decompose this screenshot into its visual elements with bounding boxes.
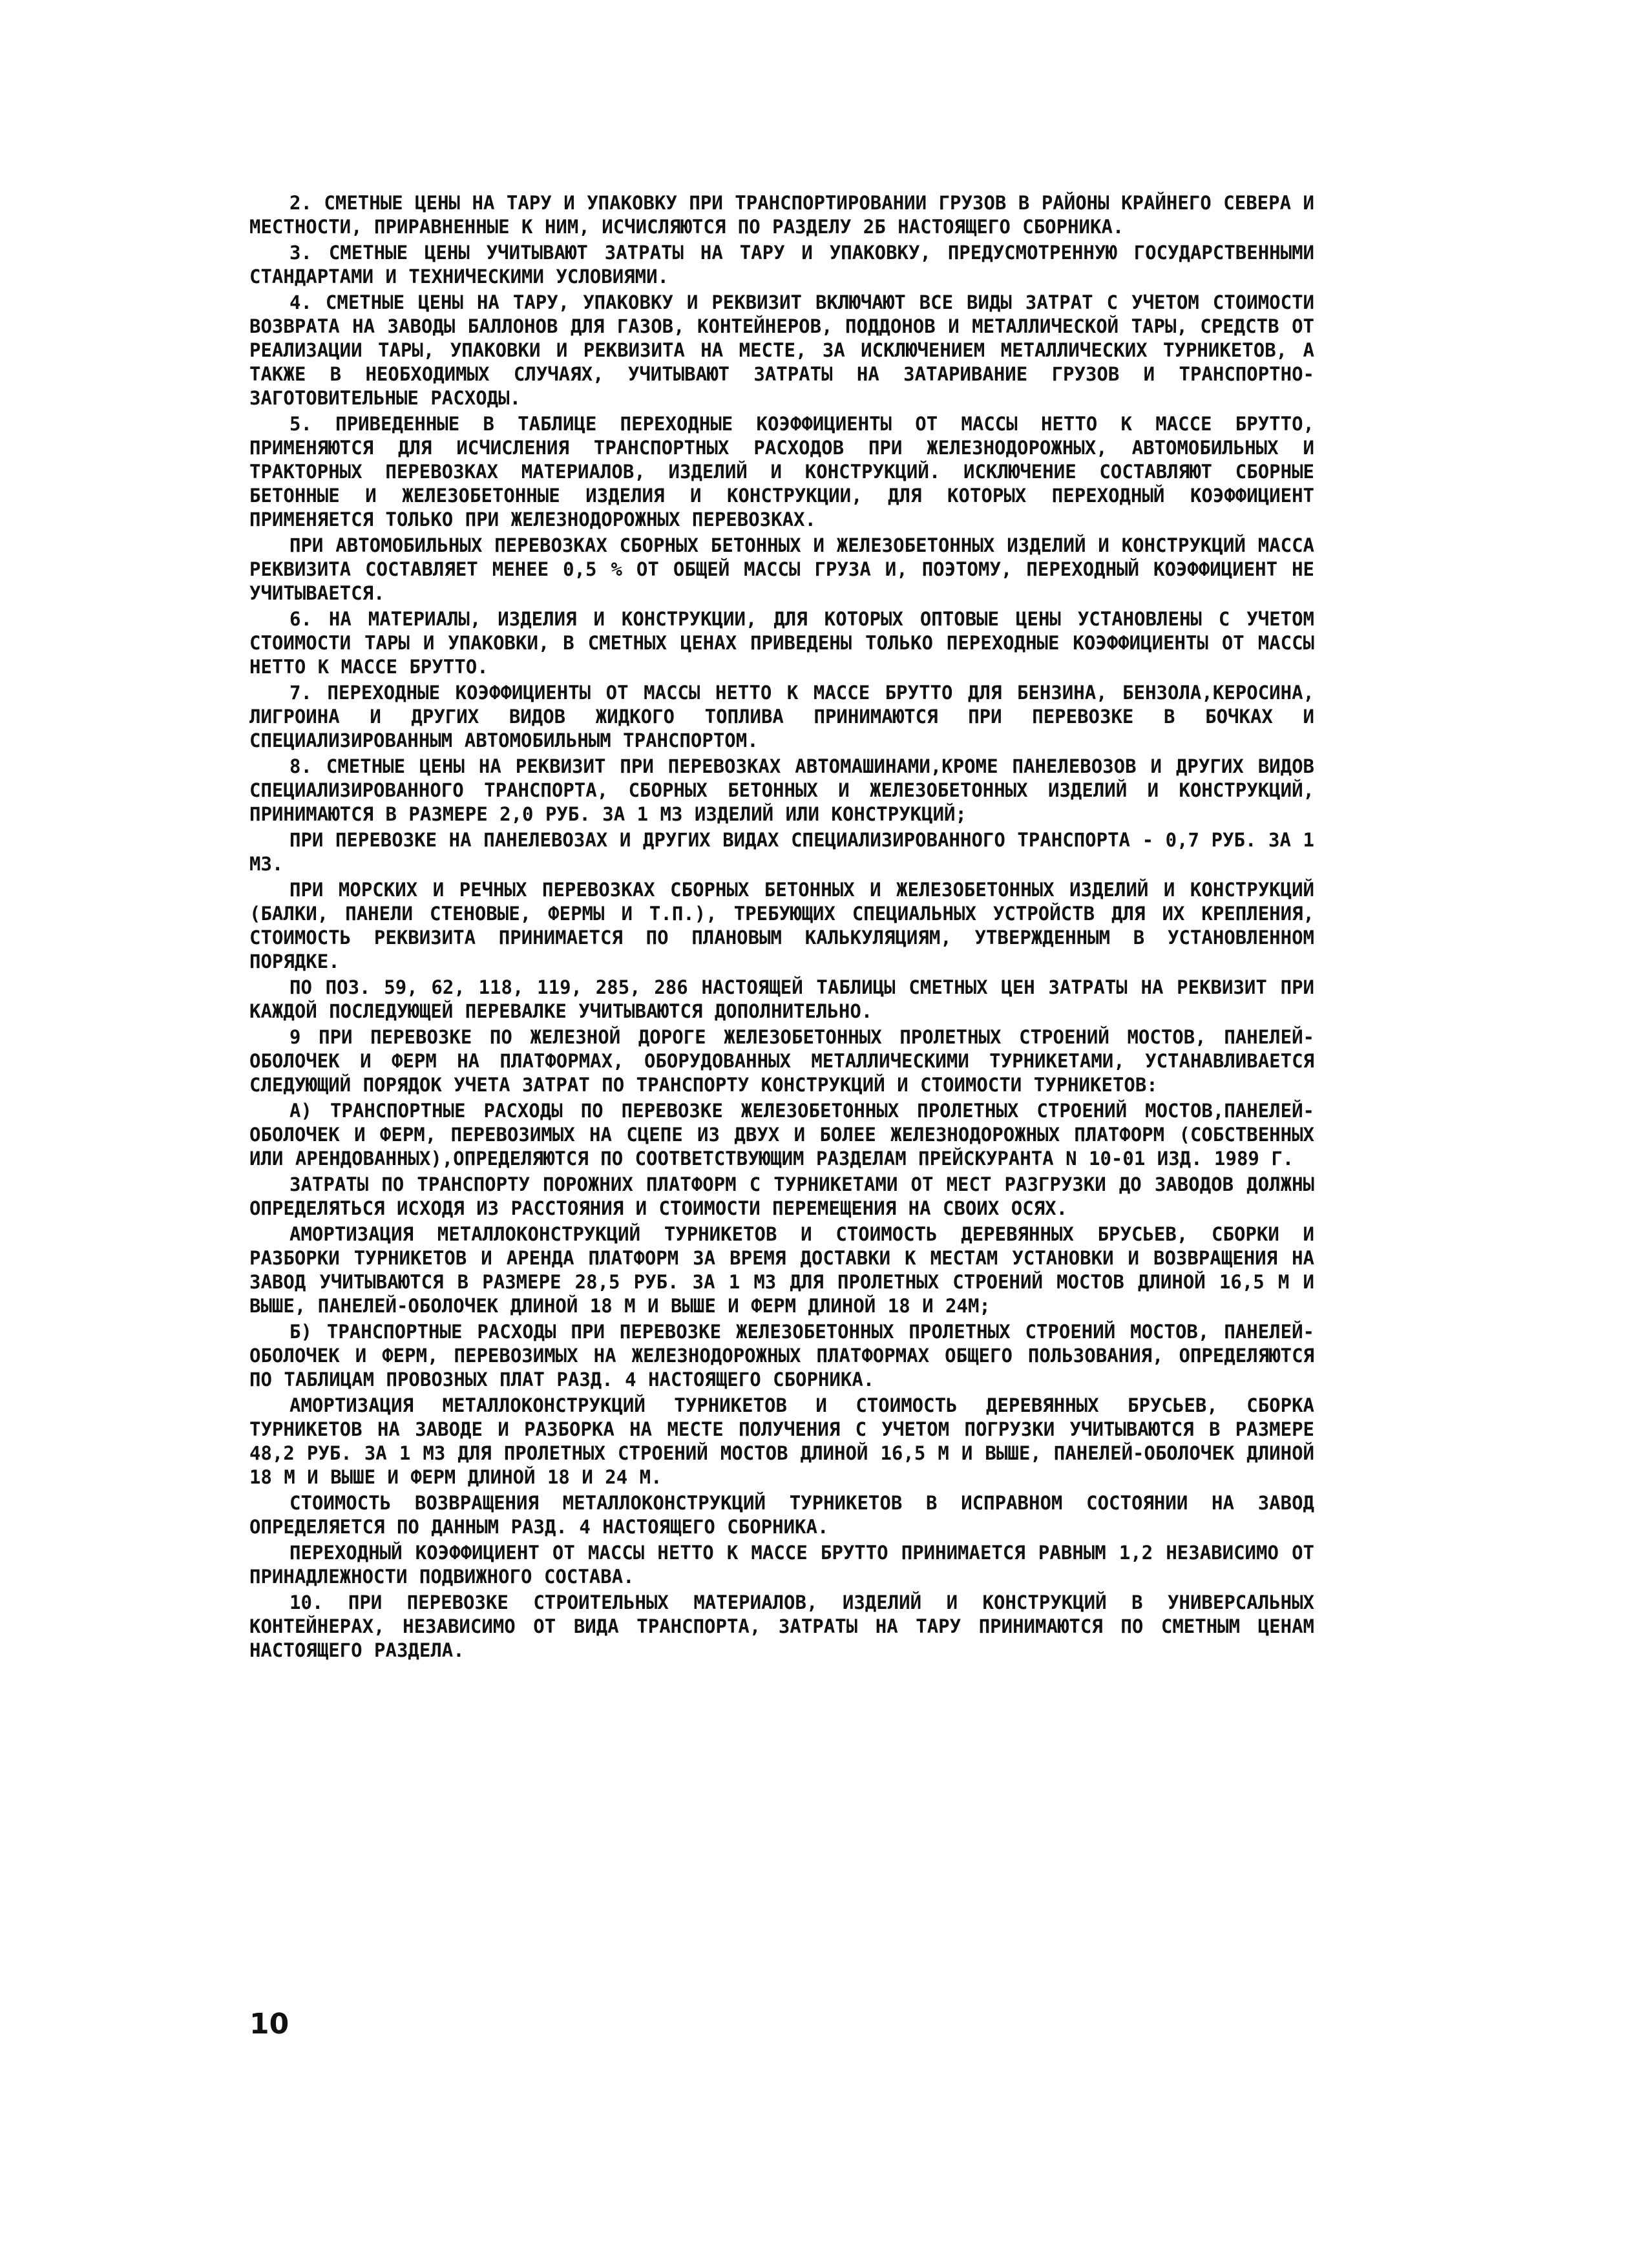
paragraph-6: 6. НА МАТЕРИАЛЫ, ИЗДЕЛИЯ И КОНСТРУКЦИИ, ДЛЯ КОТОРЫХ ОПТОВЫЕ ЦЕНЫ УСТАНОВЛЕНЫ С УЧЕТОМ СТОИМОСТИ ТАРЫ И УПАКОВКИ, В СМЕТНЫХ ЦЕНАХ ПРИВЕДЕНЫ ТОЛЬКО ПЕРЕХОДНЫЕ КОЭФФИЦИЕНТЫ ОТ МАССЫ НЕТТО К МАССЕ БРУТТО. <box>249 608 1314 678</box>
paragraph-9b-return-cost: СТОИМОСТЬ ВОЗВРАЩЕНИЯ МЕТАЛЛОКОНСТРУКЦИЙ ТУРНИКЕТОВ В ИСПРАВНОМ СОСТОЯНИИ НА ЗАВОД ОПРЕДЕЛЯЕТСЯ ПО ДАННЫМ РАЗД. 4 НАСТОЯЩЕГО СБОРНИКА. <box>249 1492 1314 1538</box>
paragraph-9a: А) ТРАНСПОРТНЫЕ РАСХОДЫ ПО ПЕРЕВОЗКЕ ЖЕЛЕЗОБЕТОННЫХ ПРОЛЕТНЫХ СТРОЕНИЙ МОСТОВ,ПАНЕЛЕЙ-ОБОЛОЧЕК И ФЕРМ, ПЕРЕВОЗИМЫХ НА СЦЕПЕ ИЗ ДВУХ И БОЛЕЕ ЖЕЛЕЗНОДОРОЖНЫХ ПЛАТФОРМ (СОБСТВЕННЫХ ИЛИ АРЕНДОВАННЫХ),ОПРЕДЕЛЯЮТСЯ ПО СООТВЕТСТВУЮЩИМ РАЗДЕЛАМ ПРЕЙСКУРАНТА N 10-01 ИЗД. 1989 Г. <box>249 1100 1314 1170</box>
paragraph-2: 2. СМЕТНЫЕ ЦЕНЫ НА ТАРУ И УПАКОВКУ ПРИ ТРАНСПОРТИРОВАНИИ ГРУЗОВ В РАЙОНЫ КРАЙНЕГО СЕВЕРА И МЕСТНОСТИ, ПРИРАВНЕННЫЕ К НИМ, ИСЧИСЛЯЮТСЯ ПО РАЗДЕЛУ 2Б НАСТОЯЩЕГО СБОРНИКА. <box>249 192 1314 238</box>
paragraph-8-sea-river: ПРИ МОРСКИХ И РЕЧНЫХ ПЕРЕВОЗКАХ СБОРНЫХ БЕТОННЫХ И ЖЕЛЕЗОБЕТОННЫХ ИЗДЕЛИЙ И КОНСТРУКЦИЙ (БАЛКИ, ПАНЕЛИ СТЕНОВЫЕ, ФЕРМЫ И Т.П.), ТРЕБУЮЩИХ СПЕЦИАЛЬНЫХ УСТРОЙСТВ ДЛЯ ИХ КРЕПЛЕНИЯ, СТОИМОСТЬ РЕКВИЗИТА ПРИНИМАЕТСЯ ПО ПЛАНОВЫМ КАЛЬКУЛЯЦИЯМ, УТВЕРЖДЕННЫМ В УСТАНОВЛЕННОМ ПОРЯДКЕ. <box>249 879 1314 972</box>
paragraph-9b-amortization: АМОРТИЗАЦИЯ МЕТАЛЛОКОНСТРУКЦИЙ ТУРНИКЕТОВ И СТОИМОСТЬ ДЕРЕВЯННЫХ БРУСЬЕВ, СБОРКА ТУРНИКЕТОВ НА ЗАВОДЕ И РАЗБОРКА НА МЕСТЕ ПОЛУЧЕНИЯ С УЧЕТОМ ПОГРУЗКИ УЧИТЫВАЮТСЯ В РАЗМЕРЕ 48,2 РУБ. ЗА 1 М3 ДЛЯ ПРОЛЕТНЫХ СТРОЕНИЙ МОСТОВ ДЛИНОЙ 16,5 М И ВЫШЕ, ПАНЕЛЕЙ-ОБОЛОЧЕК ДЛИНОЙ 18 М И ВЫШЕ И ФЕРМ ДЛИНОЙ 18 И 24 М. <box>249 1394 1314 1488</box>
document-body <box>249 191 1314 1664</box>
paragraph-8-panel-carriers: ПРИ ПЕРЕВОЗКЕ НА ПАНЕЛЕВОЗАХ И ДРУГИХ ВИДАХ СПЕЦИАЛИЗИРОВАННОГО ТРАНСПОРТА - 0,7 РУБ. ЗА 1 М3. <box>249 829 1314 875</box>
paragraph-3: 3. СМЕТНЫЕ ЦЕНЫ УЧИТЫВАЮТ ЗАТРАТЫ НА ТАРУ И УПАКОВКУ, ПРЕДУСМОТРЕННУЮ ГОСУДАРСТВЕННЫМИ СТАНДАРТАМИ И ТЕХНИЧЕСКИМИ УСЛОВИЯМИ. <box>249 242 1314 288</box>
paragraph-10: 10. ПРИ ПЕРЕВОЗКЕ СТРОИТЕЛЬНЫХ МАТЕРИАЛОВ, ИЗДЕЛИЙ И КОНСТРУКЦИЙ В УНИВЕРСАЛЬНЫХ КОНТЕЙНЕРАХ, НЕЗАВИСИМО ОТ ВИДА ТРАНСПОРТА, ЗАТРАТЫ НА ТАРУ ПРИНИМАЮТСЯ ПО СМЕТНЫМ ЦЕНАМ НАСТОЯЩЕГО РАЗДЕЛА. <box>249 1591 1314 1661</box>
paragraph-9b-coefficient: ПЕРЕХОДНЫЙ КОЭФФИЦИЕНТ ОТ МАССЫ НЕТТО К МАССЕ БРУТТО ПРИНИМАЕТСЯ РАВНЫМ 1,2 НЕЗАВИСИМО ОТ ПРИНАДЛЕЖНОСТИ ПОДВИЖНОГО СОСТАВА. <box>249 1542 1314 1588</box>
paragraph-4: 4. СМЕТНЫЕ ЦЕНЫ НА ТАРУ, УПАКОВКУ И РЕКВИЗИТ ВКЛЮЧАЮТ ВСЕ ВИДЫ ЗАТРАТ С УЧЕТОМ СТОИМОСТИ ВОЗВРАТА НА ЗАВОДЫ БАЛЛОНОВ ДЛЯ ГАЗОВ, КОНТЕЙНЕРОВ, ПОДДОНОВ И МЕТАЛЛИЧЕСКОЙ ТАРЫ, СРЕДСТВ ОТ РЕАЛИЗАЦИИ ТАРЫ, УПАКОВКИ И РЕКВИЗИТА НА МЕСТЕ, ЗА ИСКЛЮЧЕНИЕМ МЕТАЛЛИЧЕСКИХ ТУРНИКЕТОВ, А ТАКЖЕ В НЕОБХОДИМЫХ СЛУЧАЯХ, УЧИТЫВАЮТ ЗАТРАТЫ НА ЗАТАРИВАНИЕ ГРУЗОВ И ТРАНСПОРТНО-ЗАГОТОВИТЕЛЬНЫЕ РАСХОДЫ. <box>249 291 1314 409</box>
paragraph-5: 5. ПРИВЕДЕННЫЕ В ТАБЛИЦЕ ПЕРЕХОДНЫЕ КОЭФФИЦИЕНТЫ ОТ МАССЫ НЕТТО К МАССЕ БРУТТО, ПРИМЕНЯЮТСЯ ДЛЯ ИСЧИСЛЕНИЯ ТРАНСПОРТНЫХ РАСХОДОВ ПРИ ЖЕЛЕЗНОДОРОЖНЫХ, АВТОМОБИЛЬНЫХ И ТРАКТОРНЫХ ПЕРЕВОЗКАХ МАТЕРИАЛОВ, ИЗДЕЛИЙ И КОНСТРУКЦИЙ. ИСКЛЮЧЕНИЕ СОСТАВЛЯЮТ СБОРНЫЕ БЕТОННЫЕ И ЖЕЛЕЗОБЕТОННЫЕ ИЗДЕЛИЯ И КОНСТРУКЦИИ, ДЛЯ КОТОРЫХ ПЕРЕХОДНЫЙ КОЭФФИЦИЕНТ ПРИМЕНЯЕТСЯ ТОЛЬКО ПРИ ЖЕЛЕЗНОДОРОЖНЫХ ПЕРЕВОЗКАХ. <box>249 413 1314 530</box>
paragraph-9: 9 ПРИ ПЕРЕВОЗКЕ ПО ЖЕЛЕЗНОЙ ДОРОГЕ ЖЕЛЕЗОБЕТОННЫХ ПРОЛЕТНЫХ СТРОЕНИЙ МОСТОВ, ПАНЕЛЕЙ-ОБОЛОЧЕК И ФЕРМ НА ПЛАТФОРМАХ, ОБОРУДОВАННЫХ МЕТАЛЛИЧЕСКИМИ ТУРНИКЕТАМИ, УСТАНАВЛИВАЕТСЯ СЛЕДУЮЩИЙ ПОРЯДОК УЧЕТА ЗАТРАТ ПО ТРАНСПОРТУ КОНСТРУКЦИЙ И СТОИМОСТИ ТУРНИКЕТОВ: <box>249 1026 1314 1096</box>
paragraph-8: 8. СМЕТНЫЕ ЦЕНЫ НА РЕКВИЗИТ ПРИ ПЕРЕВОЗКАХ АВТОМАШИНАМИ,КРОМЕ ПАНЕЛЕВОЗОВ И ДРУГИХ ВИДОВ СПЕЦИАЛИЗИРОВАННОГО ТРАНСПОРТА, СБОРНЫХ БЕТОННЫХ И ЖЕЛЕЗОБЕТОННЫХ ИЗДЕЛИЙ И КОНСТРУКЦИЙ, ПРИНИМАЮТСЯ В РАЗМЕРЕ 2,0 РУБ. ЗА 1 М3 ИЗДЕЛИЙ ИЛИ КОНСТРУКЦИЙ; <box>249 755 1314 825</box>
paragraph-5-auto-transport: ПРИ АВТОМОБИЛЬНЫХ ПЕРЕВОЗКАХ СБОРНЫХ БЕТОННЫХ И ЖЕЛЕЗОБЕТОННЫХ ИЗДЕЛИЙ И КОНСТРУКЦИЙ МАССА РЕКВИЗИТА СОСТАВЛЯЕТ МЕНЕЕ 0,5 % ОТ ОБЩЕЙ МАССЫ ГРУЗА И, ПОЭТОМУ, ПЕРЕХОДНЫЙ КОЭФФИЦИЕНТ НЕ УЧИТЫВАЕТСЯ. <box>249 534 1314 604</box>
paragraph-7: 7. ПЕРЕХОДНЫЕ КОЭФФИЦИЕНТЫ ОТ МАССЫ НЕТТО К МАССЕ БРУТТО ДЛЯ БЕНЗИНА, БЕНЗОЛА,КЕРОСИНА, ЛИГРОИНА И ДРУГИХ ВИДОВ ЖИДКОГО ТОПЛИВА ПРИНИМАЮТСЯ ПРИ ПЕРЕВОЗКЕ В БОЧКАХ И СПЕЦИАЛИЗИРОВАННЫМ АВТОМОБИЛЬНЫМ ТРАНСПОРТОМ. <box>249 682 1314 751</box>
paragraph-9a-empty-platforms: ЗАТРАТЫ ПО ТРАНСПОРТУ ПОРОЖНИХ ПЛАТФОРМ С ТУРНИКЕТАМИ ОТ МЕСТ РАЗГРУЗКИ ДО ЗАВОДОВ ДОЛЖНЫ ОПРЕДЕЛЯТЬСЯ ИСХОДЯ ИЗ РАССТОЯНИЯ И СТОИМОСТИ ПЕРЕМЕЩЕНИЯ НА СВОИХ ОСЯХ. <box>249 1173 1314 1219</box>
page-number: 10 <box>249 2008 289 2041</box>
paragraph-8-positions: ПО ПОЗ. 59, 62, 118, 119, 285, 286 НАСТОЯЩЕЙ ТАБЛИЦЫ СМЕТНЫХ ЦЕН ЗАТРАТЫ НА РЕКВИЗИТ ПРИ КАЖДОЙ ПОСЛЕДУЮЩЕЙ ПЕРЕВАЛКЕ УЧИТЫВАЮТСЯ ДОПОЛНИТЕЛЬНО. <box>249 976 1314 1022</box>
paragraph-9b: Б) ТРАНСПОРТНЫЕ РАСХОДЫ ПРИ ПЕРЕВОЗКЕ ЖЕЛЕЗОБЕТОННЫХ ПРОЛЕТНЫХ СТРОЕНИЙ МОСТОВ, ПАНЕЛЕЙ-ОБОЛОЧЕК И ФЕРМ, ПЕРЕВОЗИМЫХ НА ЖЕЛЕЗНОДОРОЖНЫХ ПЛАТФОРМАХ ОБЩЕГО ПОЛЬЗОВАНИЯ, ОПРЕДЕЛЯЮТСЯ ПО ТАБЛИЦАМ ПРОВОЗНЫХ ПЛАТ РАЗД. 4 НАСТОЯЩЕГО СБОРНИКА. <box>249 1321 1314 1391</box>
paragraph-9a-amortization: АМОРТИЗАЦИЯ МЕТАЛЛОКОНСТРУКЦИЙ ТУРНИКЕТОВ И СТОИМОСТЬ ДЕРЕВЯННЫХ БРУСЬЕВ, СБОРКИ И РАЗБОРКИ ТУРНИКЕТОВ И АРЕНДА ПЛАТФОРМ ЗА ВРЕМЯ ДОСТАВКИ К МЕСТАМ УСТАНОВКИ И ВОЗВРАЩЕНИЯ НА ЗАВОД УЧИТЫВАЮТСЯ В РАЗМЕРЕ 28,5 РУБ. ЗА 1 М3 ДЛЯ ПРОЛЕТНЫХ СТРОЕНИЙ МОСТОВ ДЛИНОЙ 16,5 М И ВЫШЕ, ПАНЕЛЕЙ-ОБОЛОЧЕК ДЛИНОЙ 18 М И ВЫШЕ И ФЕРМ ДЛИНОЙ 18 И 24М; <box>249 1223 1314 1317</box>
